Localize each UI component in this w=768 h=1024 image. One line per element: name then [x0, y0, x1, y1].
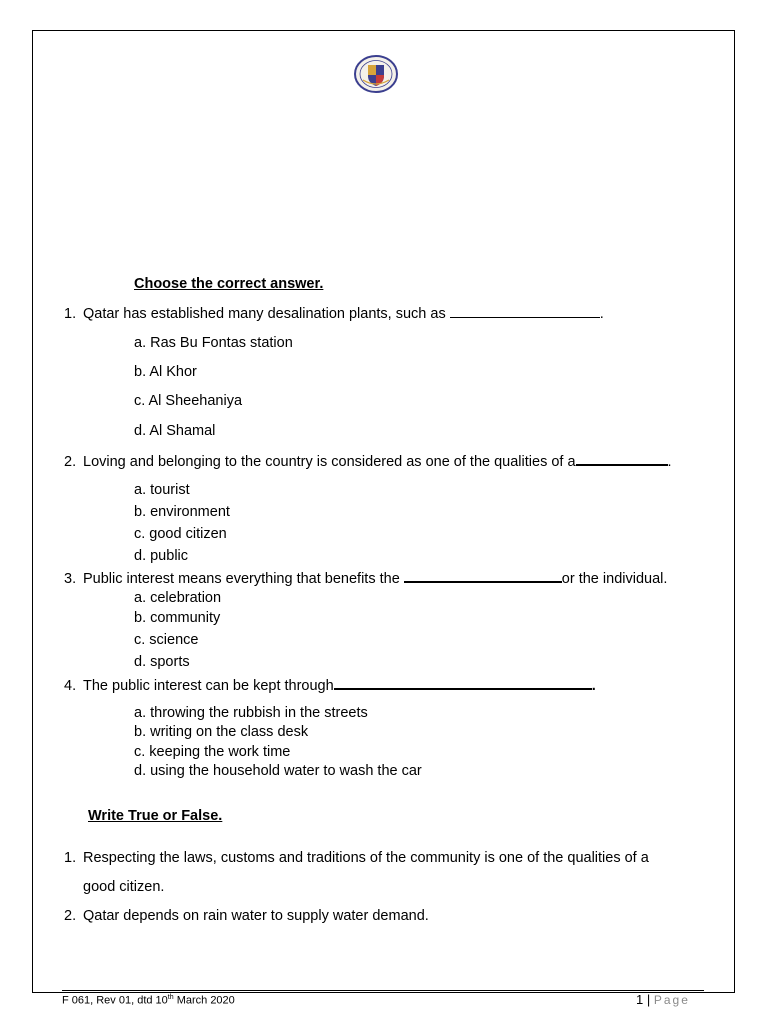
option-3a: a. celebration	[134, 590, 222, 606]
question-text-after: .	[599, 306, 604, 322]
option-3d: d. sports	[134, 654, 190, 670]
option-3b: b. community	[134, 610, 221, 626]
question-4	[64, 676, 596, 695]
answer-blank[interactable]	[334, 676, 592, 690]
option-4c: c. keeping the work time	[134, 744, 291, 760]
question-number: 4.	[64, 678, 77, 694]
question-text-after: or the individual.	[561, 571, 668, 587]
question-1	[64, 305, 604, 323]
statement-text: Respecting the laws, customs and traditions of the community is one of the qualities of a	[83, 850, 649, 866]
section-heading-text: Write True or False.	[88, 808, 223, 824]
option-1a: a. Ras Bu Fontas station	[134, 335, 293, 351]
statement-text: Qatar depends on rain water to supply water demand.	[83, 908, 429, 924]
footer-divider	[62, 990, 704, 991]
option-1b: b. Al Khor	[134, 364, 197, 380]
statement-1-line2: good citizen.	[83, 879, 165, 895]
option-2c: c. good citizen	[134, 526, 227, 542]
page-word: Page	[653, 993, 690, 1007]
question-3	[64, 569, 667, 588]
form-reference-prefix: F 061, Rev 01, dtd 10	[62, 994, 168, 1007]
option-2a: a. tourist	[134, 482, 190, 498]
statement-number: 1.	[64, 850, 77, 866]
page-separator: |	[646, 992, 651, 1007]
option-2d: d. public	[134, 548, 189, 564]
option-2b: b. environment	[134, 504, 230, 520]
option-4b: b. writing on the class desk	[134, 724, 309, 740]
answer-blank[interactable]	[576, 452, 668, 466]
school-crest-icon	[353, 54, 399, 94]
page-number: 1	[636, 992, 644, 1007]
statement-number: 2.	[64, 908, 77, 924]
form-reference-suffix: March 2020	[173, 994, 235, 1007]
option-3c: c. science	[134, 632, 199, 648]
question-text: Qatar has established many desalination plants, such as	[83, 306, 446, 322]
option-1d: d. Al Shamal	[134, 423, 216, 439]
answer-blank[interactable]	[404, 569, 562, 583]
question-text-after: .	[591, 678, 596, 694]
form-reference-sup: th	[167, 994, 174, 1001]
question-number: 3.	[64, 571, 77, 587]
question-number: 2.	[64, 454, 77, 470]
question-number: 1.	[64, 306, 77, 322]
question-text: Public interest means everything that benefits the	[83, 571, 400, 587]
statement-1	[64, 849, 649, 867]
form-reference	[62, 994, 235, 1007]
question-text: Loving and belonging to the country is considered as one of the qualities of a	[83, 454, 576, 470]
section-heading-true-false	[64, 807, 222, 825]
question-2	[64, 452, 672, 471]
statement-2	[64, 907, 429, 925]
question-text: The public interest can be kept through	[83, 678, 334, 694]
question-text-after: .	[667, 454, 672, 470]
option-1c: c. Al Sheehaniya	[134, 393, 243, 409]
page-indicator	[636, 992, 690, 1007]
answer-blank[interactable]	[450, 305, 600, 318]
option-4a: a. throwing the rubbish in the streets	[134, 705, 368, 721]
option-4d: d. using the household water to wash the car	[134, 763, 422, 779]
section-heading-choose: Choose the correct answer.	[134, 276, 324, 292]
